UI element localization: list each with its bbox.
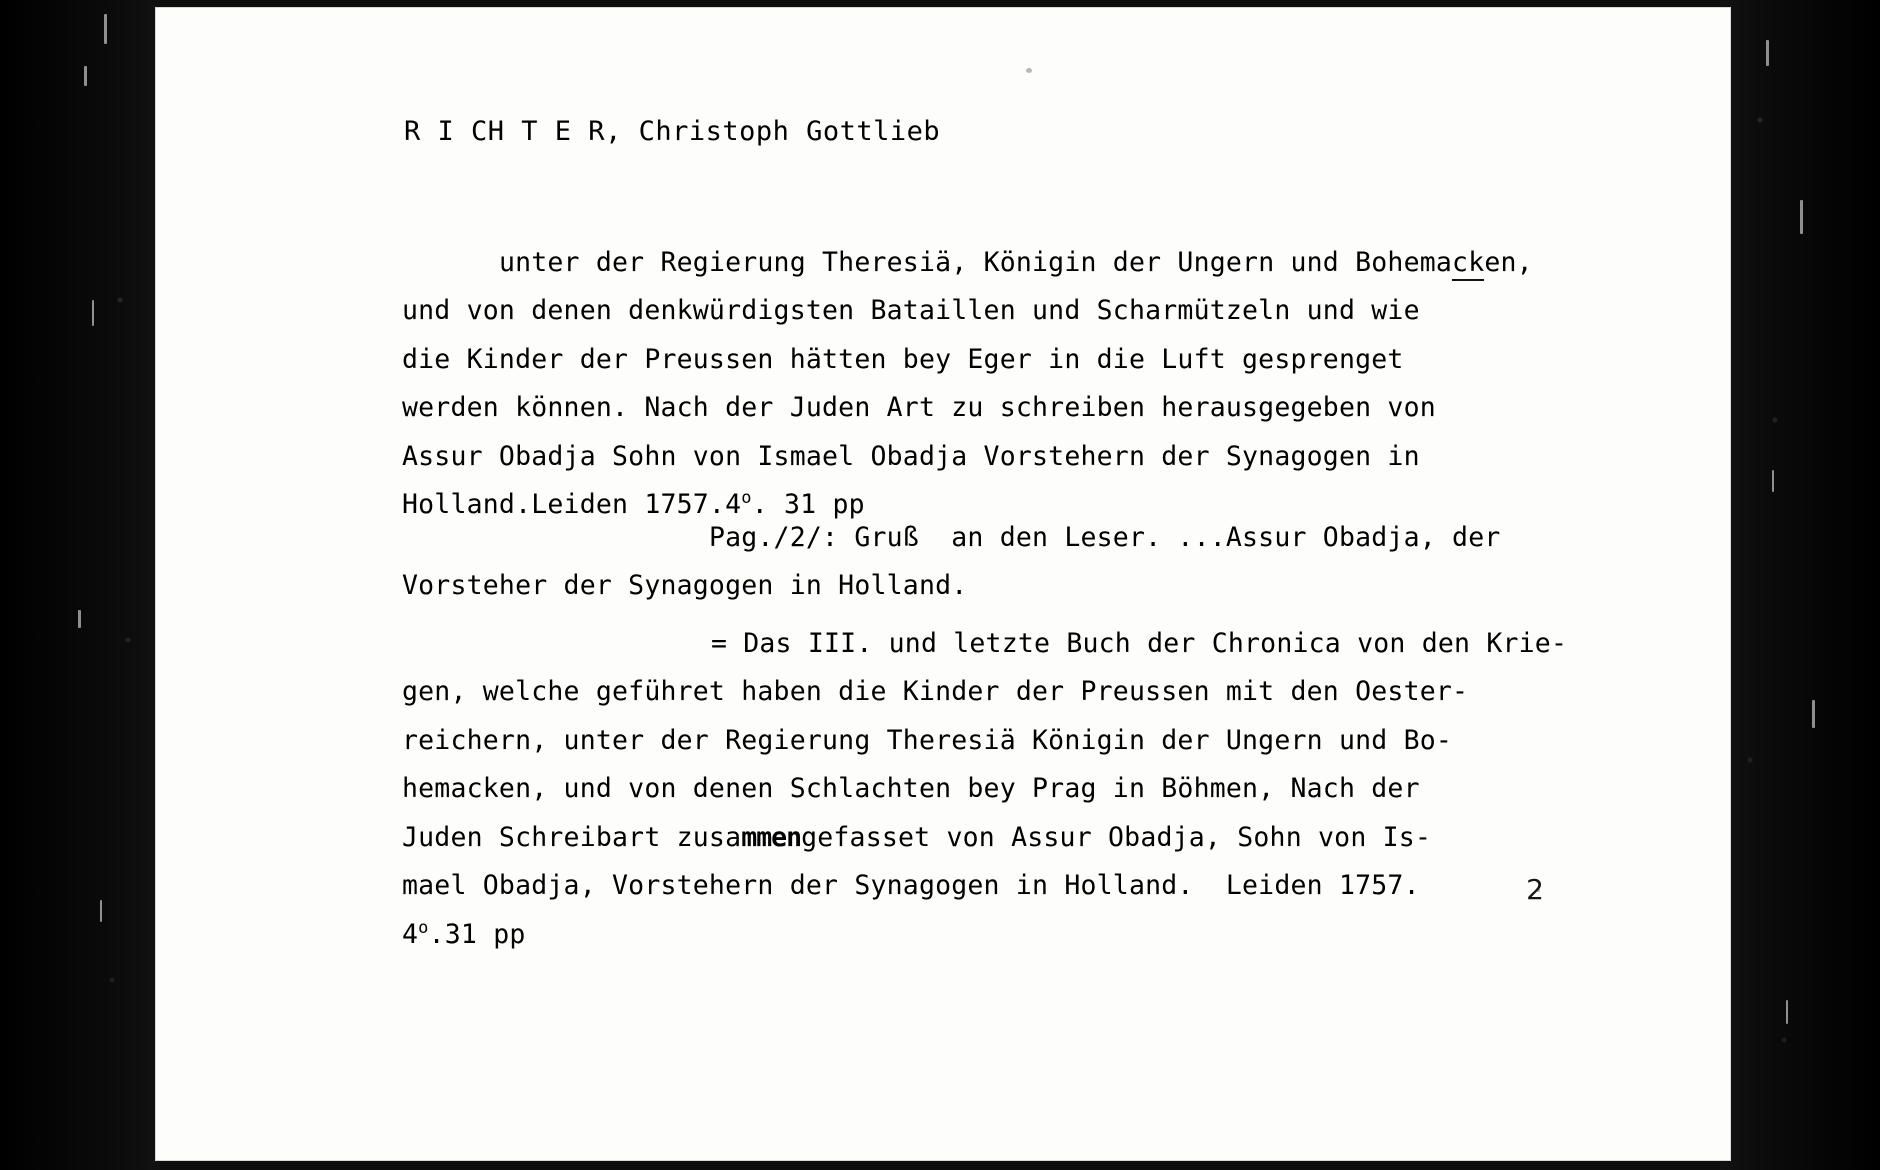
page-number: 2 <box>1526 873 1544 906</box>
scan-speckle <box>1812 700 1815 728</box>
scan-speckle <box>1766 40 1769 66</box>
entry-buch3-line-2: gen, welche geführet haben die Kinder der Preussen mit den Oester- <box>402 676 1469 707</box>
scan-speckle <box>92 300 94 326</box>
entry-main-line-6: Holland.Leiden 1757.4$^o$. 31 pp <box>402 488 865 520</box>
entry-main-line-4: werden können. Nach der Juden Art zu schreiben herausgegeben von <box>402 392 1436 423</box>
entry-buch3-line-3: reichern, unter der Regierung Theresiä Königin der Ungern und Bo- <box>402 724 1453 756</box>
scanner-right-margin <box>1720 0 1880 1170</box>
entry-buch3-paragraph <box>402 571 1567 1008</box>
degree-superscript: o <box>741 488 752 509</box>
entry-pag2-line-1: Pag./2/: Gruß an den Leser. ...Assur Obadja, der <box>708 521 1501 553</box>
overstruck-fragment: mmen <box>741 821 802 853</box>
scan-speckle <box>1800 200 1803 234</box>
page-title: R I CH T E R, Christoph Gottlieb <box>404 116 941 147</box>
entry-main-line-1: unter der Regierung Theresiä, Königin der Ungern und Bohemacken, <box>499 247 1533 281</box>
entry-buch3-line-1: = Das III. und letzte Buch der Chronica von den Krie- <box>710 627 1568 659</box>
entry-buch3-line-4: hemacken, und von denen Schlachten bey Prag in Böhmen, Nach der <box>402 773 1420 804</box>
scan-speckle <box>100 900 102 922</box>
degree-superscript: o <box>418 917 429 938</box>
document-page <box>156 8 1730 1160</box>
entry-buch3-line-6: mael Obadja, Vorstehern der Synagogen in Holland. Leiden 1757. <box>402 870 1420 901</box>
scan-speckle <box>1772 470 1774 492</box>
entry-buch3-line-7: 4$^o$.31 pp <box>402 917 526 950</box>
scanner-left-margin <box>0 0 160 1170</box>
scan-speckle <box>78 610 81 628</box>
entry-pag2-line-2: Vorsteher der Synagogen in Holland. <box>402 570 968 601</box>
entry-main-line-3: die Kinder der Preussen hätten bey Eger in die Luft gesprenget <box>402 343 1404 375</box>
scan-speckle <box>84 66 87 86</box>
scan-speckle <box>1786 1000 1788 1024</box>
page-dust-speck <box>1026 68 1032 73</box>
entry-main-line-5: Assur Obadja Sohn von Ismael Obadja Vorstehern der Synagogen in <box>402 440 1420 472</box>
entry-buch3-line-5: Juden Schreibart zusammengefasset von Assur Obadja, Sohn von Is- <box>402 821 1432 853</box>
scan-speckle <box>104 14 107 44</box>
entry-main-line-2: und von denen denkwürdigsten Bataillen und Scharmützeln und wie <box>402 295 1420 326</box>
underlined-fragment: ck <box>1452 247 1484 281</box>
